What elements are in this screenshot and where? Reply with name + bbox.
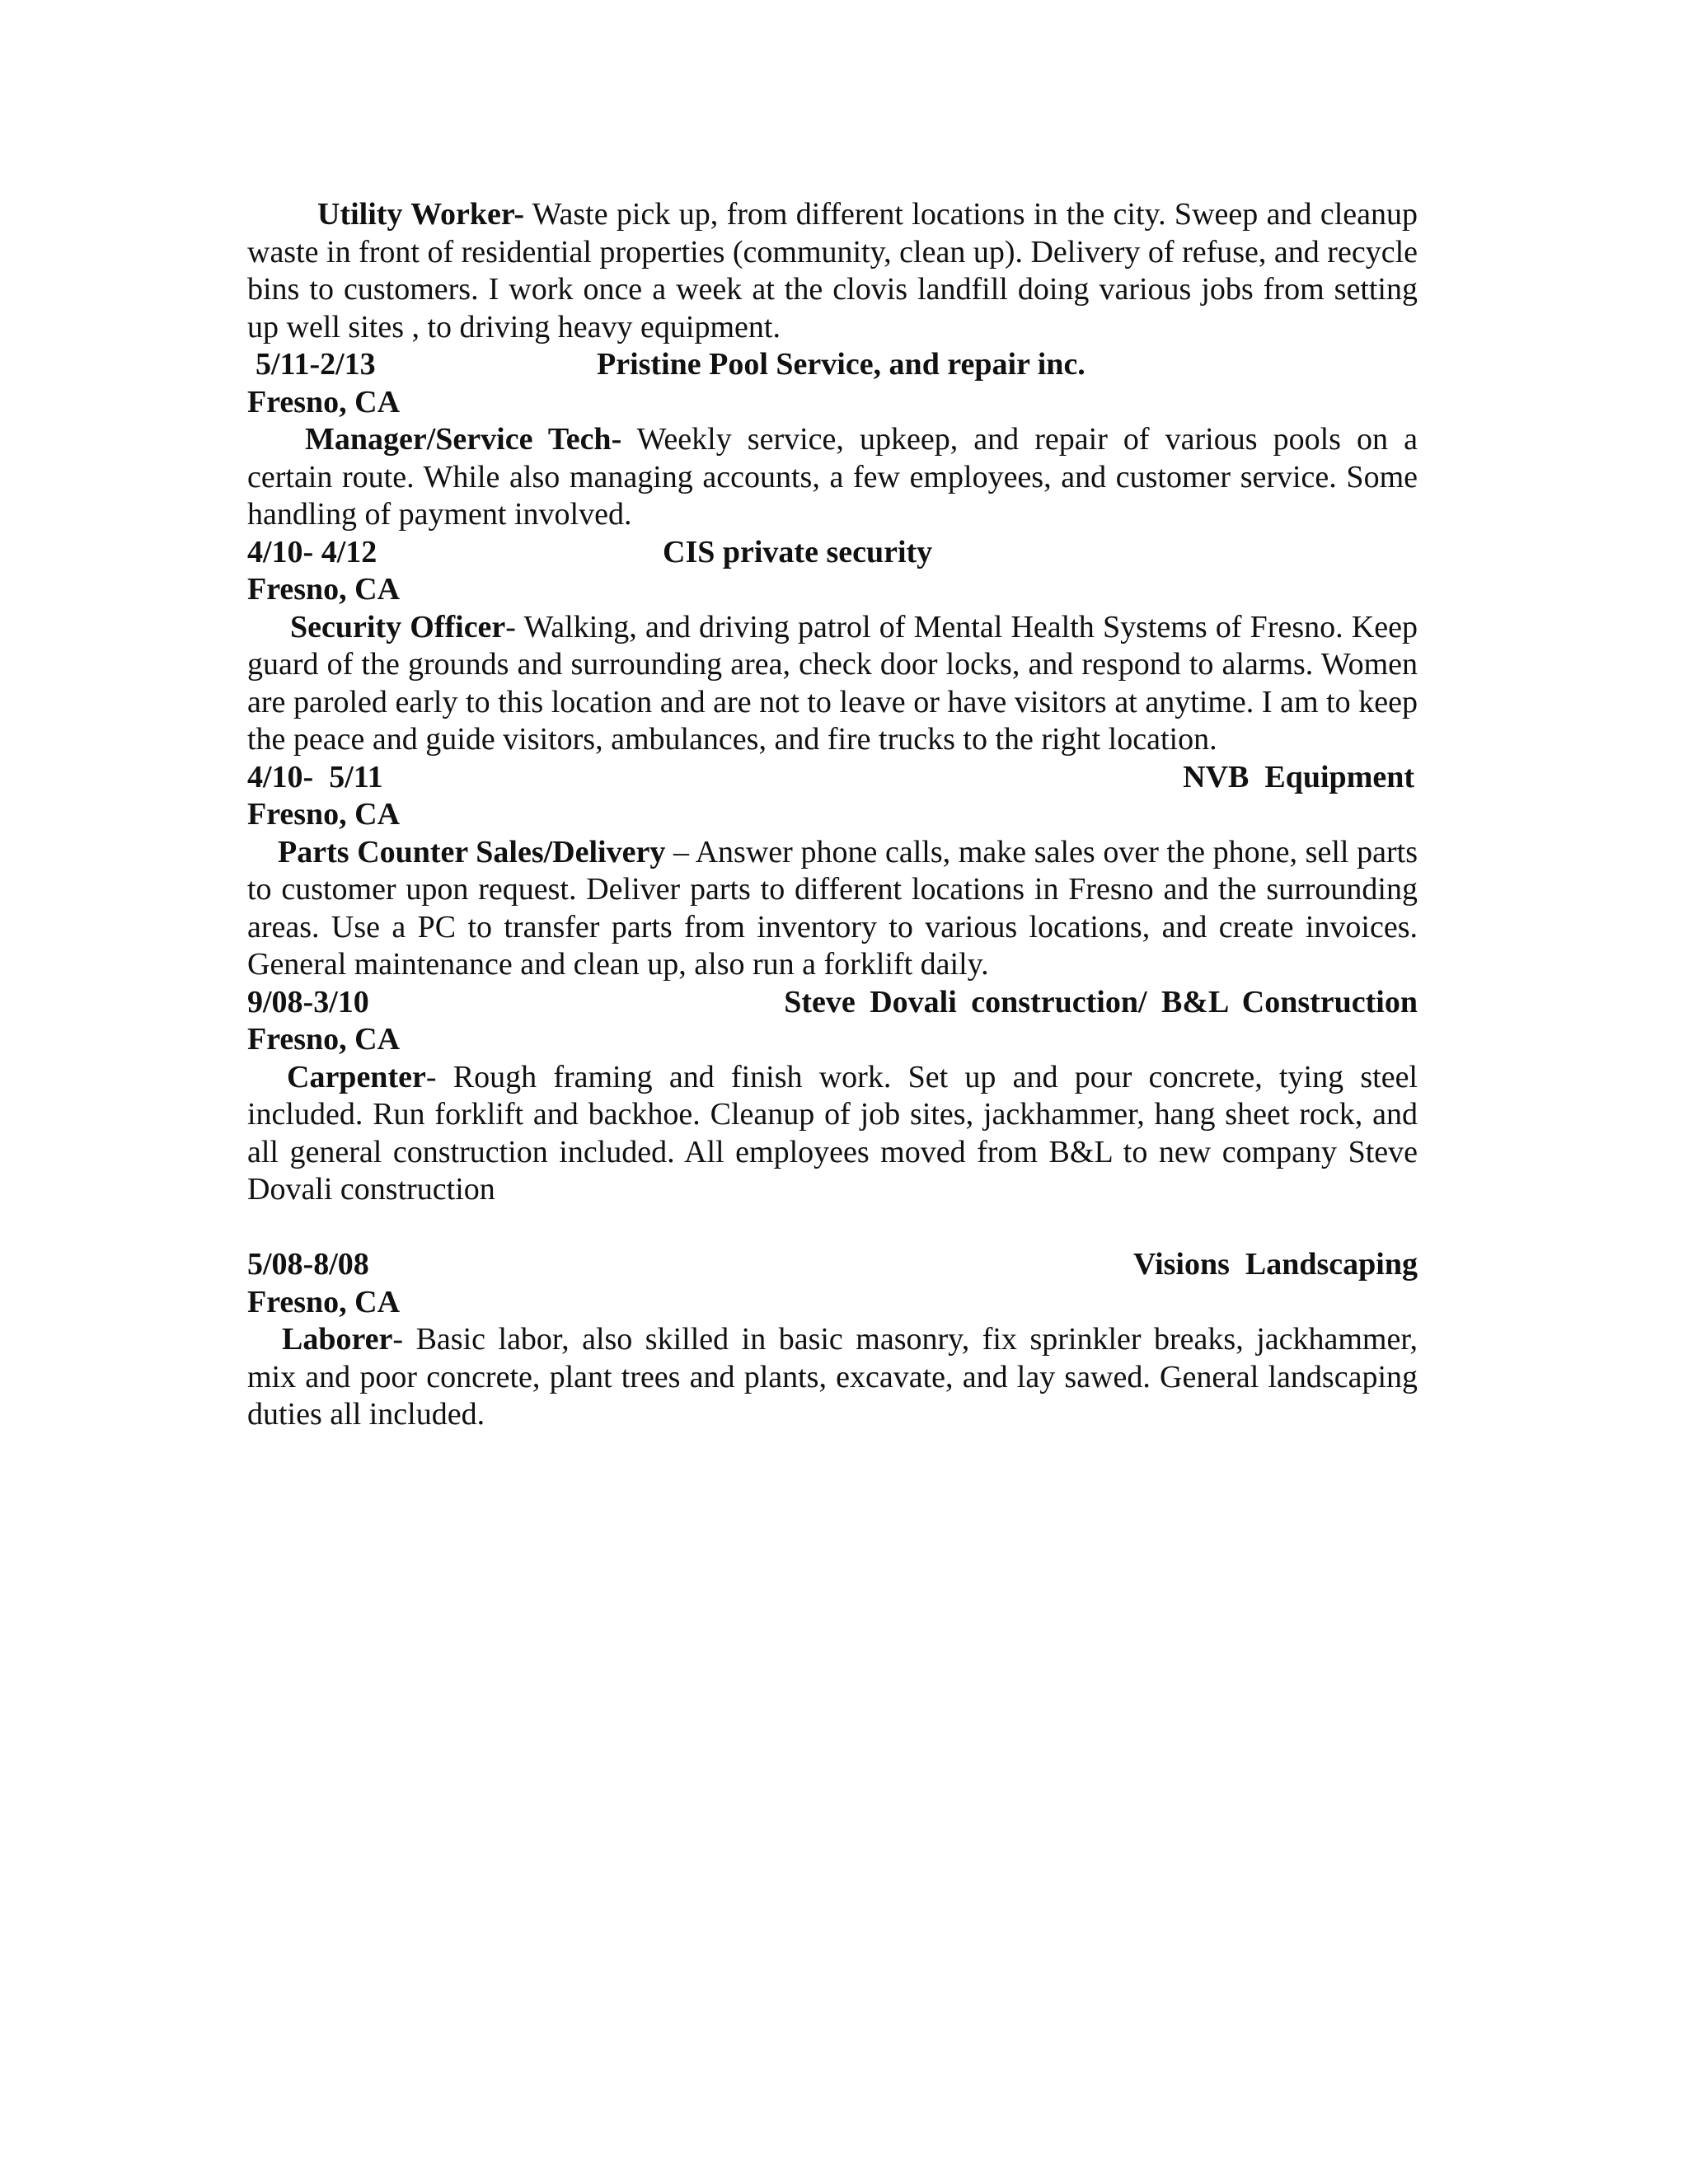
job-header	[247, 759, 1418, 797]
job-duties: - Walking, and driving patrol of Mental Health Systems of Fresno. Keep guard of the grounds and surrounding area, check door locks, and respond to alarms. Women are paroled early to this location and are not to leave or have visitors at anytime. I am to keep the peace and guide visitors, ambulances, and fire trucks to the right location.	[247, 609, 1418, 757]
job-duties: Waste pick up, from different locations in the city. Sweep and cleanup waste in front of residential properties (community, clean up). Delivery of refuse, and recycle bins to customers. I work once a week at the clovis landfill doing various jobs from setting up well sites , to driving heavy equipment.	[247, 197, 1418, 344]
job-title: Manager/Service Tech-	[305, 422, 622, 457]
job-title: Utility Worker-	[317, 197, 524, 232]
job-title: Security Officer	[290, 609, 506, 644]
job-location: Fresno, CA	[247, 384, 401, 419]
job-description	[247, 196, 1418, 346]
job-description	[247, 834, 1418, 984]
job-duties: - Basic labor, also skilled in basic masonry, fix sprinkler breaks, jackhammer, mix and poor concrete, plant trees and plants, excavate, and lay sawed. General landscaping duties all included.	[247, 1322, 1418, 1432]
job-dates: 4/10- 4/12	[247, 534, 377, 569]
job-dates: 9/08-3/10	[247, 984, 369, 1019]
company-name: NVB Equipment	[1183, 759, 1414, 794]
job-dates: 5/08-8/08	[247, 1247, 369, 1282]
job-duties: - Rough framing and finish work. Set up and pour concrete, tying steel included. Run forklift and backhoe. Cleanup of job sites, jackhammer, hang sheet rock, and all general construction included. All employees moved from B&L to new company Steve Dovali construction	[247, 1059, 1418, 1207]
job-title: Parts Counter Sales/Delivery	[278, 834, 666, 869]
company-name: Pristine Pool Service, and repair inc.	[597, 347, 1085, 382]
resume-page	[247, 196, 1418, 1434]
job-description	[247, 609, 1418, 759]
job-title: Carpenter	[287, 1059, 426, 1094]
job-duties: – Answer phone calls, make sales over the phone, sell parts to customer upon request. Deliver parts to different locations in Fresno and the surrounding areas. Use a PC to transfer parts from inventory to various locations, and create invoices. General maintenance and clean up, also run a forklift daily.	[247, 834, 1418, 982]
job-location: Fresno, CA	[247, 797, 401, 832]
job-description	[247, 421, 1418, 534]
job-header	[247, 984, 1418, 1022]
company-name: CIS private security	[663, 534, 933, 569]
job-header	[247, 1246, 1418, 1284]
job-header	[247, 534, 1418, 572]
company-name: Steve Dovali construction/ B&L Construction	[784, 984, 1418, 1019]
job-title: Laborer	[282, 1322, 393, 1357]
job-dates: 5/11-2/13	[256, 347, 376, 382]
job-location: Fresno, CA	[247, 1022, 401, 1057]
blank-line	[247, 1209, 1418, 1247]
job-header	[247, 346, 1418, 384]
job-dates: 4/10- 5/11	[247, 759, 383, 794]
company-name: Visions Landscaping	[1133, 1247, 1418, 1282]
job-location: Fresno, CA	[247, 1284, 401, 1319]
job-duties: Weekly service, upkeep, and repair of various pools on a certain route. While also managing accounts, a few employees, and customer service. Some handling of payment involved.	[247, 422, 1418, 532]
job-description	[247, 1321, 1418, 1434]
job-description	[247, 1059, 1418, 1209]
job-location: Fresno, CA	[247, 572, 401, 607]
